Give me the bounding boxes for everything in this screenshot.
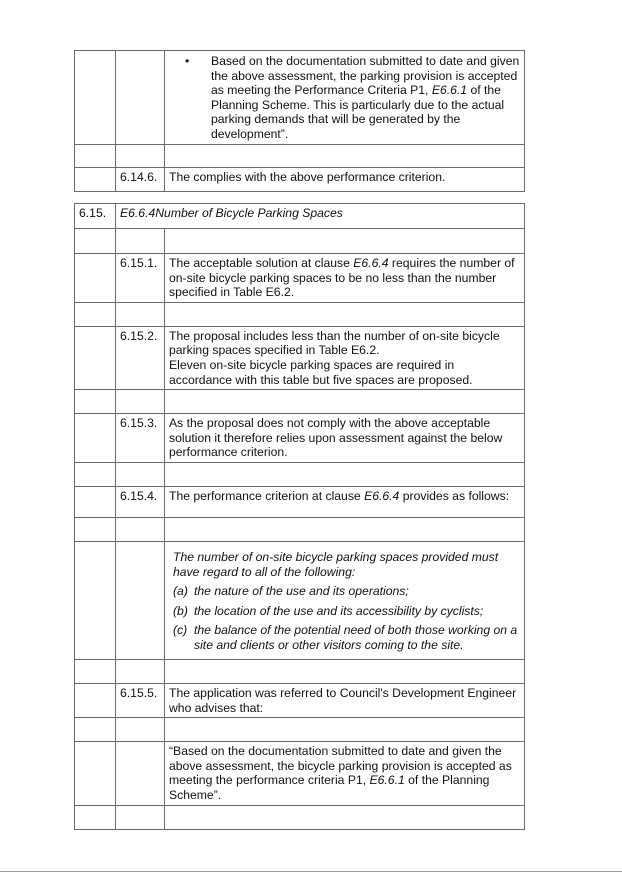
paragraph-text: The application was referred to Council's Development Engineer who advises that:	[165, 683, 525, 717]
table-row	[75, 805, 525, 829]
table-row	[75, 683, 525, 717]
table-row	[75, 390, 525, 414]
paragraph-text: The proposal includes less than the number of on-site bicycle parking spaces specified in Table E6.2. Eleven on-site bicycle parking spaces are required in accordance with this table but five spaces are proposed.	[165, 326, 525, 389]
performance-criterion	[165, 541, 525, 659]
table-row	[75, 414, 525, 463]
table-row	[75, 718, 525, 742]
paragraph-number: 6.15.2.	[116, 326, 165, 389]
bullet-cell	[165, 51, 525, 145]
paragraph-text: As the proposal does not comply with the above acceptable solution it therefore relies upon assessment against the below performance criterion.	[165, 414, 525, 463]
assessment-table-6-15	[74, 203, 525, 830]
criterion-lead: The number of on-site bicycle parking spaces provided must have regard to all of the following:	[173, 549, 499, 579]
criterion-item: (c) the balance of the potential need of both those working on a site and clients or other visitors coming to the site.	[173, 623, 518, 652]
table-row	[75, 486, 525, 517]
bullet-icon: •	[185, 54, 190, 68]
table-row	[75, 462, 525, 486]
page-bottom-divider	[0, 871, 622, 872]
assessment-table-continued	[74, 50, 525, 192]
paragraph-text: The acceptable solution at clause E6.6.4 requires the number of on-site bicycle parking spaces to be no less than the number specified in Table E6.2.	[165, 254, 525, 303]
table-row	[75, 51, 525, 145]
paragraph-number: 6.14.6.	[116, 167, 165, 191]
paragraph-number: 6.15.3.	[116, 414, 165, 463]
table-row	[75, 517, 525, 541]
engineer-advice-quote: “Based on the documentation submitted to date and given the above assessment, the bicycle parking provision is accepted as meeting the performance criteria P1, E6.6.1 of the Planning Scheme”.	[165, 742, 525, 805]
section-title: E6.6.4Number of Bicycle Parking Spaces	[116, 204, 525, 229]
table-row	[75, 254, 525, 303]
bullet-text: Based on the documentation submitted to date and given the above assessment, the parking provision is accepted as meeting the Performance Criteria P1, E6.6.1 of the Planning Scheme. This is particularly due to the actual parking demands that will be generated by the development”.	[211, 54, 520, 141]
table-row	[75, 326, 525, 389]
paragraph-number: 6.15.4.	[116, 486, 165, 517]
paragraph-number: 6.15.1.	[116, 254, 165, 303]
table-row	[75, 302, 525, 326]
criterion-item: (b) the location of the use and its accessibility by cyclists;	[173, 603, 484, 618]
table-row	[75, 144, 525, 167]
criterion-item: (a) the nature of the use and its operations;	[173, 584, 409, 599]
table-row	[75, 742, 525, 805]
paragraph-text: The complies with the above performance criterion.	[165, 167, 525, 191]
paragraph-number: 6.15.5.	[116, 683, 165, 717]
table-row	[75, 229, 525, 254]
bullet-item	[169, 53, 520, 142]
paragraph-text: The performance criterion at clause E6.6.4 provides as follows:	[165, 486, 525, 517]
table-row	[75, 659, 525, 683]
section-number: 6.15.	[75, 204, 116, 229]
section-heading-row	[75, 204, 525, 229]
criterion-row	[75, 541, 525, 659]
table-row	[75, 167, 525, 191]
